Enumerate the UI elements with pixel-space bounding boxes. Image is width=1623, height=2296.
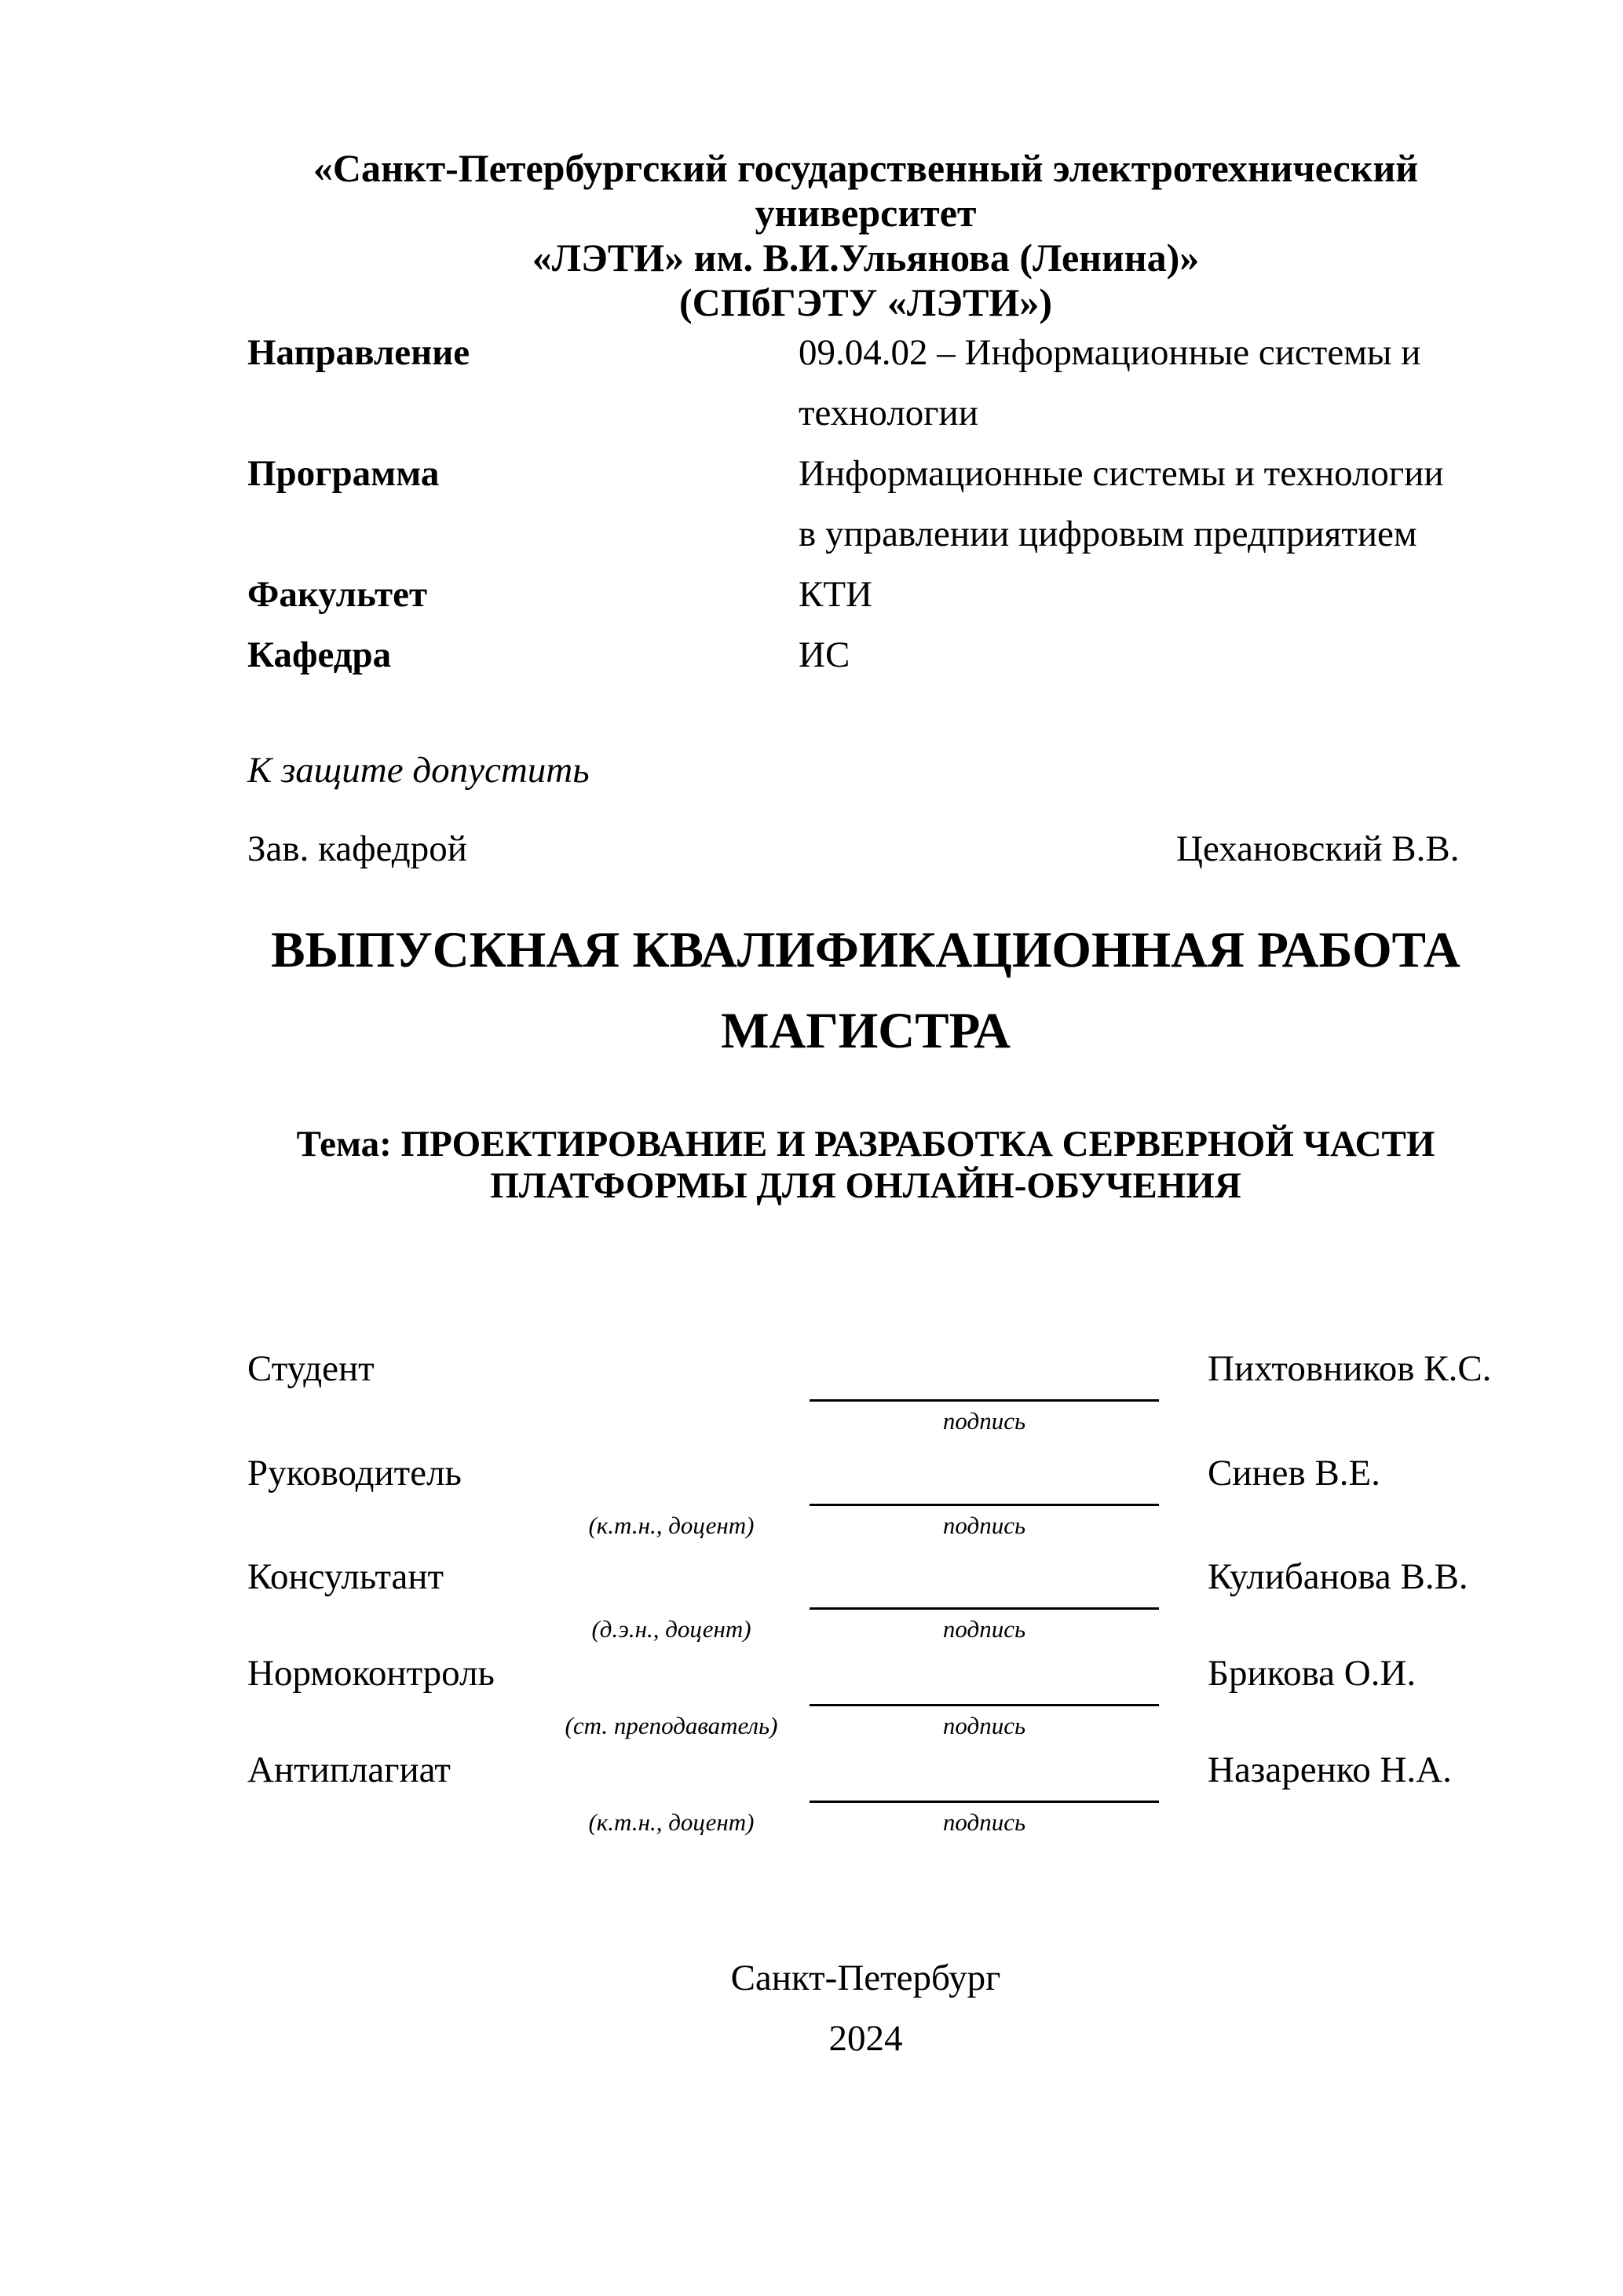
admission-approve-line: К защите допустить — [247, 750, 590, 791]
department-head-role: Зав. кафедрой — [247, 828, 467, 869]
admission-row — [247, 828, 1484, 870]
signature-name: Кулибанова В.В. — [1208, 1556, 1468, 1597]
signature-qualifier: (ст. преподаватель) — [565, 1712, 778, 1739]
faculty-label: Факультет — [247, 574, 428, 615]
program-value-line1: Информационные системы и технологии — [799, 453, 1444, 494]
direction-value-line2: технологии — [799, 393, 978, 433]
signature-role: Консультант — [247, 1556, 444, 1597]
signature-line — [810, 1504, 1159, 1506]
department-value: ИС — [799, 634, 850, 675]
work-title-line1: ВЫПУСКНАЯ КВАЛИФИКАЦИОННАЯ РАБОТА — [271, 922, 1460, 978]
program-label: Программа — [247, 453, 440, 494]
direction-value-line1: 09.04.02 – Информационные системы и — [799, 332, 1421, 373]
university-name-line1: «Санкт-Петербургский государственный электротехнический университет — [313, 146, 1419, 235]
signature-row-supervisor — [247, 1452, 1504, 1554]
theme-title — [247, 1124, 1484, 1207]
field-program — [247, 444, 1535, 504]
signature-qualifier: (к.т.н., доцент) — [588, 1512, 755, 1539]
signature-row-antiplagiarism — [247, 1749, 1504, 1851]
department-label: Кафедра — [247, 634, 392, 675]
signature-row-normcontrol — [247, 1652, 1504, 1754]
signature-line — [810, 1704, 1159, 1706]
signature-caption: подпись — [942, 1512, 1026, 1539]
department-head-name: Цехановский В.В. — [1176, 828, 1460, 869]
signature-caption: подпись — [942, 1712, 1026, 1739]
signature-name: Пихтовников К.С. — [1208, 1348, 1492, 1389]
signature-role: Антиплагиат — [247, 1749, 451, 1790]
work-title-line2: МАГИСТРА — [721, 1003, 1011, 1059]
field-faculty — [247, 565, 1535, 625]
field-department — [247, 625, 1535, 686]
signature-qualifier: (д.э.н., доцент) — [591, 1615, 751, 1643]
signature-caption: подпись — [942, 1615, 1026, 1643]
program-value-line2: в управлении цифровым предприятием — [799, 514, 1417, 554]
signature-role: Руководитель — [247, 1453, 462, 1493]
direction-label: Направление — [247, 332, 470, 373]
signature-caption: подпись — [942, 1407, 1026, 1435]
faculty-value: КТИ — [799, 574, 872, 615]
program-fields — [247, 323, 1535, 686]
signature-line — [810, 1801, 1159, 1803]
city: Санкт-Петербург — [730, 1958, 1001, 1998]
signature-qualifier: (к.т.н., доцент) — [588, 1808, 755, 1836]
field-program-cont — [247, 504, 1535, 565]
signature-row-consultant — [247, 1556, 1504, 1658]
theme-line1: Тема: ПРОЕКТИРОВАНИЕ И РАЗРАБОТКА СЕРВЕРНОЙ ЧАСТИ — [296, 1124, 1435, 1164]
signature-row-student — [247, 1347, 1504, 1450]
signature-line — [810, 1607, 1159, 1610]
field-direction — [247, 323, 1535, 383]
signature-name: Брикова О.И. — [1208, 1653, 1416, 1694]
university-abbreviation: (СПбГЭТУ «ЛЭТИ») — [679, 280, 1052, 324]
field-direction-cont — [247, 383, 1535, 444]
signature-role: Студент — [247, 1348, 375, 1389]
year: 2024 — [828, 2018, 903, 2059]
work-title — [247, 910, 1484, 1072]
signature-line — [810, 1399, 1159, 1402]
signature-name: Назаренко Н.А. — [1208, 1749, 1452, 1790]
university-name-line2: «ЛЭТИ» им. В.И.Ульянова (Ленина)» — [532, 236, 1200, 280]
theme-line2: ПЛАТФОРМЫ ДЛЯ ОНЛАЙН-ОБУЧЕНИЯ — [490, 1165, 1241, 1206]
footer — [247, 1948, 1484, 2069]
signature-role: Нормоконтроль — [247, 1653, 495, 1694]
signature-caption: подпись — [942, 1808, 1026, 1836]
university-header — [247, 146, 1484, 325]
signature-name: Синев В.Е. — [1208, 1453, 1381, 1493]
